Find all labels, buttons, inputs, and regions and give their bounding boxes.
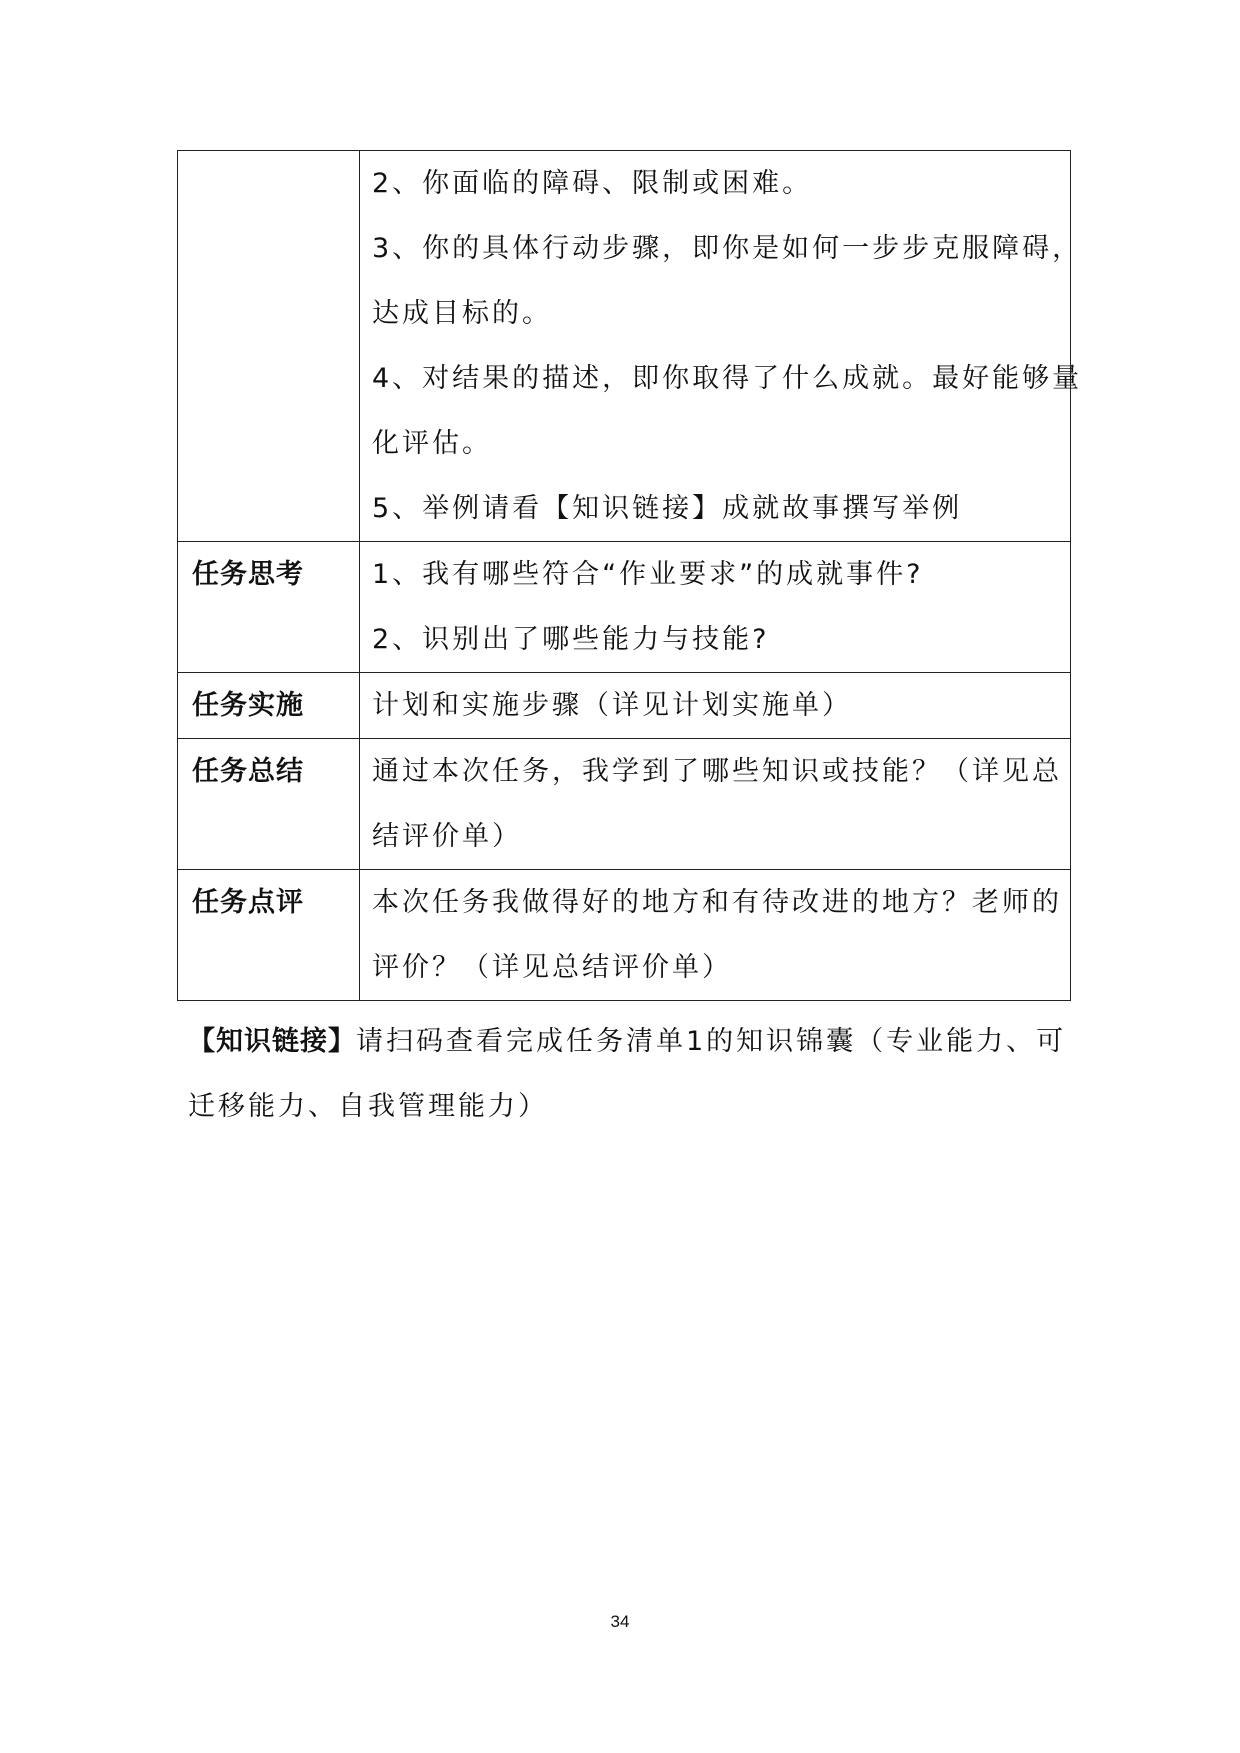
row-label: 任务总结 — [192, 756, 304, 787]
table-row — [178, 870, 1071, 1001]
row-label-cell — [178, 870, 360, 1001]
row-label-cell — [178, 151, 360, 542]
content-line: 化评估。 — [372, 428, 492, 459]
row-content-cell — [360, 151, 1083, 542]
row-label: 任务思考 — [192, 559, 304, 590]
row-label-cell — [178, 542, 360, 673]
knowledge-link-text: 请扫码查看完成任务清单1的知识锦囊（专业能力、可 — [356, 1026, 1067, 1057]
content-line: 5、举例请看【知识链接】成就故事撰写举例 — [372, 493, 963, 524]
row-label: 任务点评 — [192, 887, 304, 918]
table-row — [178, 673, 1071, 739]
content-line: 计划和实施步骤（详见计划实施单） — [372, 690, 852, 721]
content-line: 2、识别出了哪些能力与技能? — [372, 624, 770, 655]
knowledge-link-line: 迁移能力、自我管理能力） — [188, 1091, 548, 1122]
row-label-cell — [178, 673, 360, 739]
row-label-cell — [178, 739, 360, 870]
table-row — [178, 739, 1071, 870]
content-line: 1、我有哪些符合“作业要求”的成就事件? — [372, 559, 924, 590]
table-row — [178, 542, 1071, 673]
task-table — [177, 150, 1083, 1001]
content-line: 3、你的具体行动步骤，即你是如何一步步克服障碍， — [372, 233, 1083, 264]
content-line: 通过本次任务，我学到了哪些知识或技能？（详见总 — [372, 756, 1062, 787]
row-content-cell — [360, 870, 1071, 1001]
content-line: 达成目标的。 — [372, 298, 552, 329]
table-row — [178, 151, 1071, 542]
row-label: 任务实施 — [192, 690, 304, 721]
content-line: 本次任务我做得好的地方和有待改进的地方？老师的 — [372, 887, 1062, 918]
content-line: 2、你面临的障碍、限制或困难。 — [372, 168, 813, 199]
row-content-cell — [360, 542, 1071, 673]
page-number: 34 — [610, 1612, 630, 1631]
row-content-cell — [360, 739, 1071, 870]
knowledge-link-paragraph — [188, 1009, 1078, 1139]
row-content-cell — [360, 673, 1071, 739]
knowledge-link-tag: 【知识链接】 — [188, 1026, 356, 1057]
content-line: 4、对结果的描述，即你取得了什么成就。最好能够量 — [372, 363, 1083, 394]
content-line: 结评价单） — [372, 821, 522, 852]
content-line: 评价？（详见总结评价单） — [372, 952, 732, 983]
knowledge-link-line — [188, 1009, 1078, 1074]
